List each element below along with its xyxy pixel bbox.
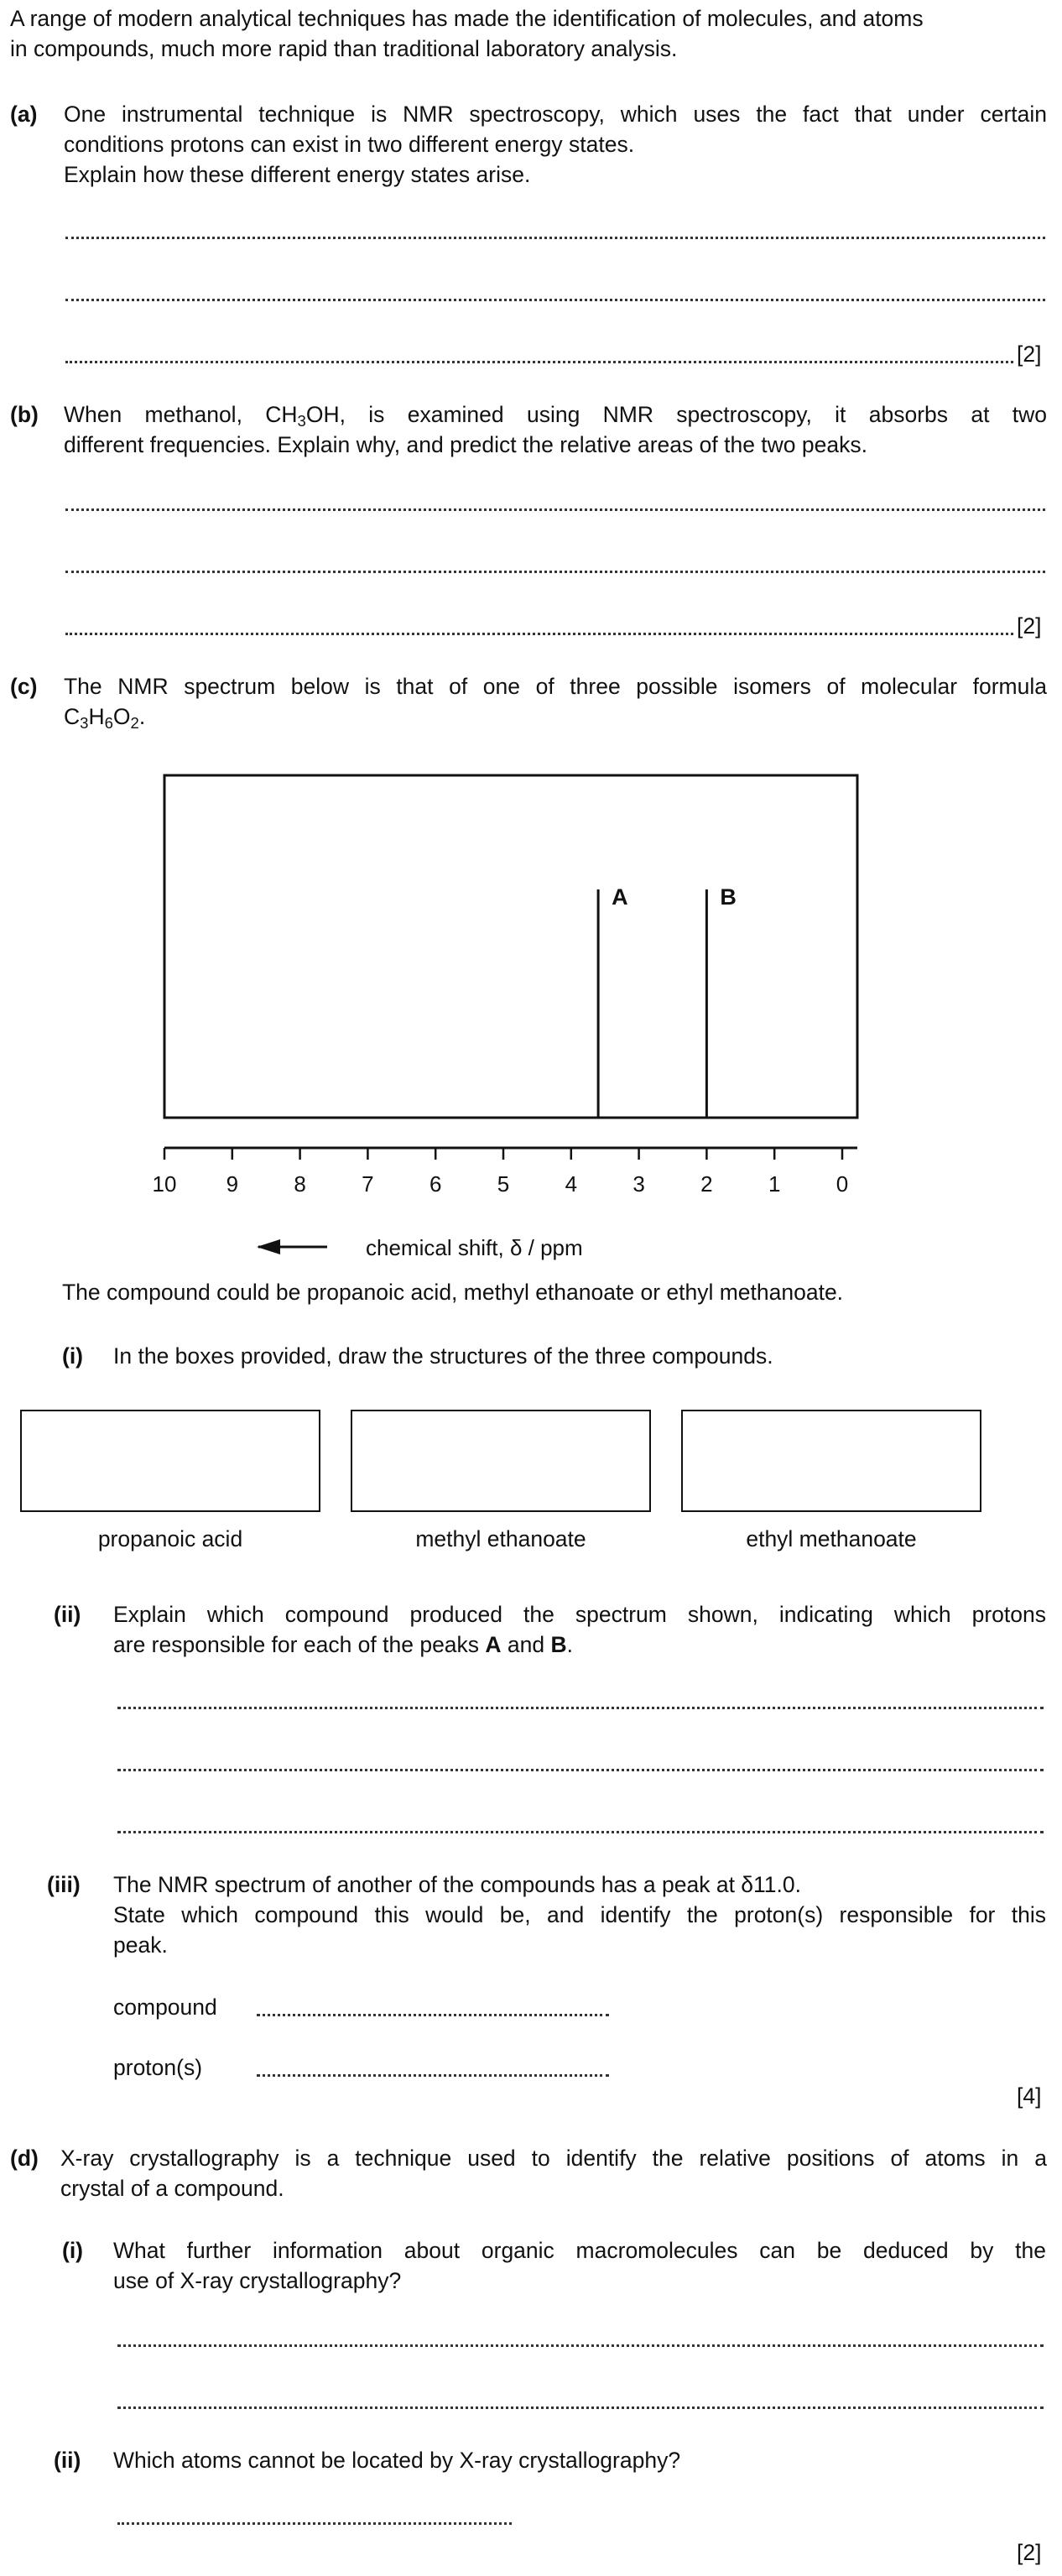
answer-line-di2[interactable] [117, 2407, 1044, 2409]
answer-line-a1[interactable] [65, 237, 1045, 239]
peak-group [598, 884, 737, 1118]
compound-answer-line[interactable] [257, 2014, 609, 2016]
part-d-ii-label: (ii) [54, 2448, 81, 2473]
part-d-ii-text: Which atoms cannot be located by X-ray crystallography? [113, 2448, 681, 2473]
molecular-formula: $C_3H_6O_2$. [64, 704, 146, 733]
answer-line-dii[interactable] [117, 2522, 512, 2525]
answer-line-cii2[interactable] [117, 1769, 1044, 1771]
part-c-iii-question [113, 1869, 1046, 1960]
x-tick-label: 5 [497, 1171, 510, 1197]
part-a-line-3: Explain how these different energy states arise. [64, 162, 531, 187]
answer-line-b2[interactable] [65, 571, 1045, 573]
part-d-i-line-1: What further information about organic macromolecules can be deduced by the [113, 2238, 1046, 2263]
part-d-line-2: crystal of a compound. [60, 2176, 284, 2201]
part-c-ii-question [113, 1599, 1046, 1660]
answer-line-cii3[interactable] [117, 1831, 1044, 1833]
protons-answer-line[interactable] [257, 2074, 609, 2077]
part-b-marks: [2] [1017, 613, 1042, 639]
answer-line-b1[interactable] [65, 508, 1045, 511]
part-c-iii-line-1: The NMR spectrum of another of the compounds has a peak at δ11.0. [113, 1872, 802, 1897]
part-d-i-line-2: use of X-ray crystallography? [113, 2268, 402, 2293]
box-caption-ethyl-methanoate: ethyl methanoate [746, 1526, 917, 1551]
spectrum-frame [164, 775, 857, 1118]
part-d-i-label: (i) [62, 2238, 84, 2263]
part-c-marks: [4] [1017, 2083, 1042, 2109]
part-d-label: (d) [10, 2146, 39, 2171]
part-b-line-2: different frequencies. Explain why, and predict the relative areas of the two peaks. [64, 432, 867, 457]
part-b-question [64, 399, 1047, 460]
compound-label: compound [113, 1995, 217, 2020]
x-tick-label: 2 [700, 1171, 713, 1197]
part-a-question [64, 99, 1047, 190]
compound-options: The compound could be propanoic acid, methyl ethanoate or ethyl methanoate. [62, 1280, 844, 1305]
arrow-head-icon [257, 1239, 280, 1254]
part-d-i-question [113, 2235, 1046, 2296]
x-tick-label: 4 [565, 1171, 578, 1197]
part-c-ii-line-1: Explain which compound produced the spectrum shown, indicating which protons [113, 1602, 1046, 1627]
part-c-iii-line-3: peak. [113, 1932, 168, 1958]
part-b-line-1: When methanol, $CH_3OH$, is examined using NMR spectroscopy, it absorbs at two [64, 402, 1047, 430]
part-c-i-label: (i) [62, 1343, 84, 1369]
peak-label-a: A [612, 884, 628, 910]
x-tick-label: 9 [226, 1171, 239, 1197]
part-d-marks: [2] [1017, 2540, 1042, 2565]
part-a-line-2: conditions protons can exist in two different energy states. [64, 132, 635, 157]
part-d-line-1: X-ray crystallography is a technique used to identify the relative positions of atoms in a [60, 2146, 1047, 2171]
intro-line-2: in compounds, much more rapid than traditional laboratory analysis. [10, 36, 678, 61]
nmr-spectrum-chart [0, 755, 1062, 1275]
peak-label-b: B [720, 884, 737, 910]
x-tick-label: 6 [429, 1171, 442, 1197]
part-a-line-1: One instrumental technique is NMR spectroscopy, which uses the fact that under certain [64, 102, 1047, 127]
answer-line-b3[interactable] [65, 633, 1013, 635]
part-c-iii-line-2: State which compound this would be, and identify the proton(s) responsible for this [113, 1902, 1046, 1927]
structure-box-methyl-ethanoate[interactable] [351, 1410, 651, 1512]
part-c-label: (c) [10, 674, 38, 699]
answer-line-di1[interactable] [117, 2344, 1044, 2347]
part-c-question [64, 671, 1047, 732]
part-c-ii-line-2: are responsible for each of the peaks A and B. [113, 1632, 574, 1657]
part-c-ii-label: (ii) [54, 1602, 81, 1627]
x-tick-label: 1 [768, 1171, 781, 1197]
structure-box-propanoic-acid[interactable] [20, 1410, 320, 1512]
box-caption-methyl-ethanoate: methyl ethanoate [415, 1526, 586, 1551]
part-c-iii-label: (iii) [47, 1872, 81, 1897]
x-tick-label: 0 [836, 1171, 849, 1197]
box-caption-propanoic-acid: propanoic acid [97, 1526, 243, 1551]
protons-label: proton(s) [113, 2055, 203, 2080]
part-d-question [60, 2143, 1047, 2203]
part-b-label: (b) [10, 402, 39, 427]
tick-group [153, 1148, 849, 1197]
part-a-label: (a) [10, 102, 38, 127]
part-c-i-text: In the boxes provided, draw the structures of the three compounds. [113, 1343, 773, 1369]
x-tick-label: 10 [152, 1171, 177, 1197]
part-c-line-1: The NMR spectrum below is that of one of three possible isomers of molecular formula [64, 674, 1047, 699]
x-tick-label: 7 [362, 1171, 374, 1197]
x-tick-label: 3 [633, 1171, 645, 1197]
answer-line-a3[interactable] [65, 361, 1013, 363]
x-tick-label: 8 [294, 1171, 306, 1197]
answer-line-a2[interactable] [65, 299, 1045, 301]
part-a-marks: [2] [1017, 342, 1042, 367]
answer-line-cii1[interactable] [117, 1707, 1044, 1709]
x-axis-label: chemical shift, δ / ppm [366, 1235, 583, 1260]
structure-box-ethyl-methanoate[interactable] [681, 1410, 981, 1512]
intro-line-1: A range of modern analytical techniques has made the identification of molecules, and atoms [10, 6, 924, 31]
